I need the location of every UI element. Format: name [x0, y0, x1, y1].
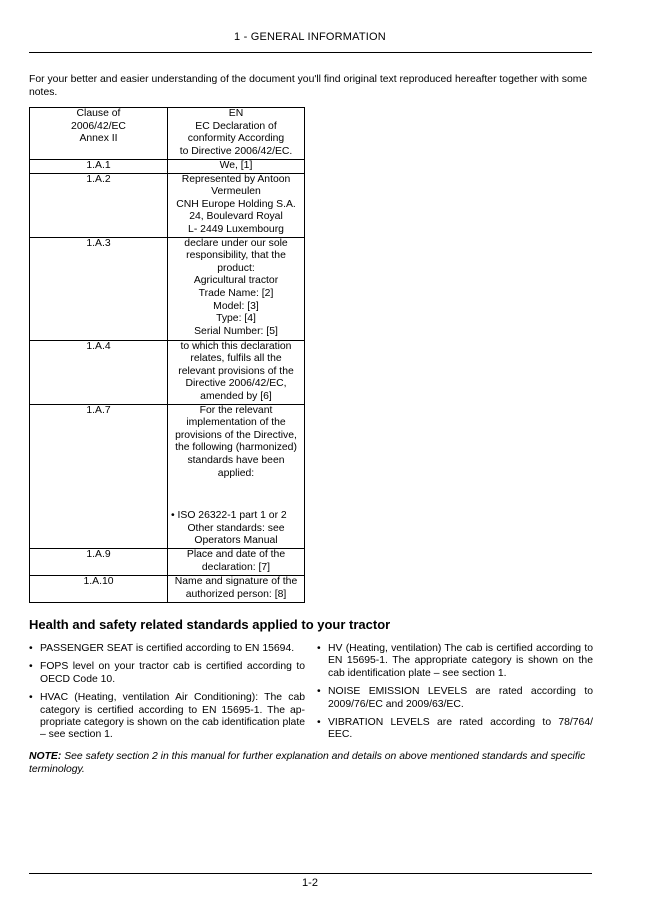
cell-text-line: product: — [217, 262, 255, 274]
cell-text-line: the following (harmonized) — [175, 442, 297, 454]
cell-text-line: amended by [6] — [200, 390, 272, 402]
cell-text-line: We, [1] — [219, 160, 253, 171]
cell-text-line: CNH Europe Holding S.A. — [176, 198, 296, 210]
bullets-left-column — [29, 643, 305, 748]
cell-text-line: to which this declaration — [180, 340, 292, 352]
cell-text-line: For the relevant — [199, 404, 273, 416]
cell-text-line: Model: [3] — [213, 300, 259, 312]
declaration-text-cell — [168, 404, 305, 548]
clause-cell: 1.A.1 — [30, 160, 168, 174]
cell-text-line: Serial Number: [5] — [194, 325, 278, 337]
list-item: • PASSENGER SEAT is certified according to EN 15694. — [29, 643, 305, 655]
note-text: See safety section 2 in this manual for further explanation and details on above mentioned standards and specific terminology. — [29, 751, 586, 775]
cell-text-line: Type: [4] — [216, 313, 256, 325]
cell-text-line: applied: — [217, 467, 255, 479]
cell-text-line: implementation of the — [186, 417, 286, 429]
list-item: • VIBRATION LEVELS are rated according to 78/764/ EEC. — [317, 717, 593, 742]
cell-text-line: authorized person: [8] — [185, 588, 287, 600]
declaration-text-cell — [168, 340, 305, 404]
clause-cell: 1.A.7 — [30, 404, 168, 548]
cell-text-line: Vermeulen — [211, 186, 261, 198]
clause-cell: 1.A.2 — [30, 173, 168, 237]
note-label: NOTE: — [29, 751, 62, 762]
table-row — [30, 237, 305, 340]
standard-bullet: • ISO 26322-1 part 1 or 2 — [171, 510, 287, 522]
cell-text-line: Agricultural tractor — [193, 275, 279, 287]
cell-text-line: relevant provisions of the — [178, 365, 294, 377]
clause-cell: 1.A.4 — [30, 340, 168, 404]
footer-rule — [29, 873, 592, 874]
declaration-text-cell — [168, 173, 305, 237]
cell-text-line: declaration: [7] — [201, 561, 271, 573]
table-row — [30, 160, 305, 174]
cell-text-line: responsibility, that the — [186, 250, 286, 262]
cell-text-line: Operators Manual — [194, 535, 278, 547]
page-number: 1-2 — [302, 877, 318, 889]
cell-text-line: L- 2449 Luxembourg — [188, 223, 284, 235]
declaration-table — [29, 107, 305, 603]
clause-cell: 1.A.3 — [30, 237, 168, 340]
table-row — [30, 575, 305, 602]
cell-text-line: relates, fulfils all the — [190, 353, 282, 365]
cell-spacer — [170, 480, 302, 510]
table-header-row — [30, 108, 305, 160]
declaration-text-cell — [168, 548, 305, 575]
bullets-right-column — [317, 643, 593, 748]
cell-text-line: declare under our sole — [184, 237, 288, 249]
cell-text-line: Directive 2006/42/EC, — [185, 378, 287, 390]
cell-text-line: Other standards: see — [187, 522, 285, 534]
cell-text-line: Name and signature of the — [174, 575, 298, 587]
table-row — [30, 548, 305, 575]
list-item: • NOISE EMISSION LEVELS are rated according to 2009/76/EC and 2009/63/EC. — [317, 686, 593, 711]
table-row — [30, 173, 305, 237]
cell-text-line: provisions of the Directive, — [175, 429, 297, 441]
en-header-cell: EN EC Declaration of conformity According to Directive 2006/42/EC. — [168, 108, 305, 160]
declaration-text-cell — [168, 575, 305, 602]
clause-cell: 1.A.10 — [30, 575, 168, 602]
cell-text-line: Represented by Antoon — [181, 173, 291, 185]
list-item: • HV (Heating, ventilation) The cab is certified according to EN 15695-1. The appropriate category is shown on the cab identification plate – see section 1. — [317, 643, 593, 680]
cell-text-line: Trade Name: [2] — [198, 287, 274, 299]
table-row — [30, 404, 305, 548]
section-title: Health and safety related standards applied to your tractor — [29, 617, 391, 632]
list-item: • FOPS level on your tractor cab is certified according to OECD Code 10. — [29, 661, 305, 686]
cell-text-line: standards have been — [187, 454, 285, 466]
page-header-title: 1 - GENERAL INFORMATION — [234, 31, 386, 43]
declaration-text-cell — [168, 237, 305, 340]
cell-text-line: 24, Boulevard Royal — [189, 211, 283, 223]
note-paragraph — [29, 750, 592, 776]
clause-header-cell: Clause of 2006/42/EC Annex II — [30, 108, 168, 160]
header-rule — [29, 52, 592, 53]
table-row — [30, 340, 305, 404]
list-item: • HVAC (Heating, ventilation Air Conditioning): The cab category is certified according to EN 15695-1. The ap- propriate category is shown on the cab identification plate – see section 1. — [29, 692, 305, 742]
intro-paragraph: For your better and easier understanding of the document you'll find original text reproduced hereafter together with some notes. — [29, 74, 588, 98]
cell-text-line: Place and date of the — [186, 548, 286, 560]
clause-cell: 1.A.9 — [30, 548, 168, 575]
declaration-text-cell — [168, 160, 305, 174]
